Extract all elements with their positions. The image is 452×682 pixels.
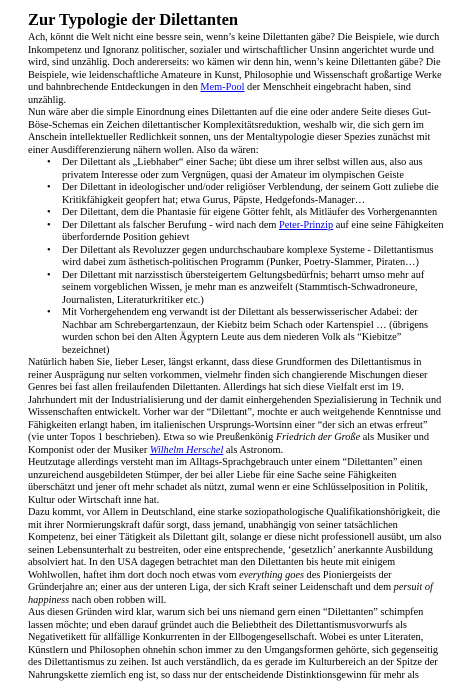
list-item xyxy=(62,220,444,245)
p3-text-c: als Astronom. xyxy=(223,444,284,456)
list-item: • Der Dilettant mit narzisstisch übersteigertem Geltungsbedürfnis; beharrt umso mehr auf seinem vorgeblichen Wissen, je mehr man es anzweifelt (Stammtisch-Schwadroneure, Journalisten, Literaturkritiker etc.) xyxy=(62,270,444,308)
intro-text-b: der Menschheit eingebracht haben, sind unzählig. xyxy=(28,82,411,106)
article-title: Zur Typologie der Dilettanten xyxy=(28,10,239,29)
list-item: • Mit Vorhergehendem eng verwandt ist der Dilettant als besserwisserischer Adabei: der Nachbar am Schrebergartenzaun, der Kiebitz beim Schach oder Kartenspiel … (übrigens wurden schon bei den Alten Ägyptern Leute aus dem niederen Volk als “Kiebitze” bezeichnet) xyxy=(62,307,444,357)
body-paragraph-3 xyxy=(28,357,444,457)
herschel-link[interactable] xyxy=(150,445,224,456)
list-item-text-b: auf eine seine Fähigkeiten überfordernde Position gehievt xyxy=(62,219,444,243)
p3-text-a: Natürlich haben Sie, lieber Leser, längst erkannt, dass diese Grundformen des Dilettantismus in reiner Ausprägung nur selten vorkommen, vielmehr finden sich changierende Mischungen dieser Genres bei fast allen freilaufenden Dilettanten. Allerdings hat sich diese Vielfalt erst im 19. Jahrhundert mit der Industrialisierung und der damit einhergehenden Spezialisierung in Technik und Wissenschaften entwickelt. Vorher war der “Dilettant”, mochte er auch weitgehende Kenntnisse und Fähigkeiten erlangt haben, im italienischen Ursprungs-Wortsinn einer “der sich an etwas erfreut” (vie unter Topos 1 beschrieben). Etwa so wie Preußenkönig xyxy=(28,357,442,443)
friedrich-name: Friedrich der Große xyxy=(275,432,361,443)
everything-goes-phrase: everything goes xyxy=(239,569,304,581)
list-item: • Der Dilettant in ideologischer und/oder religiöser Verblendung, der seinem Gott zuliebe die Kritikfähigkeit geopfert hat; etwa Gurus, Päpste, Hedgefonds-Manager… xyxy=(62,182,444,207)
intro-paragraph-1 xyxy=(28,32,444,107)
pursuit-phrase: persuit of happiness xyxy=(28,582,433,606)
p5-text-c: nach oben robben will. xyxy=(69,594,167,606)
body-paragraph-6: Aus diesen Gründen wird klar, warum sich bei uns niemand gern einen “Dilettanten” schimpfen lassen möchte; und eben darauf gründet auch die Beliebtheit des Dilettantismusvorwurfs als Negativetikett für allfällige Konkurrenten in der Ellbogengesellschaft. Wobei es unter Literaten, Künstlern und Philosophen ohnehin schon immer zu den Umgangsformen gehörte, sich gegenseitig des Dilettantismus zu zeihen. Ist auch verständlich, da es gerade im Kulturbereich an der Spitze der Nahrungskette ziemlich eng ist, so dass nur der entscheidende Distinktionsgewinn für mehr als xyxy=(28,607,439,681)
p3-text-b: als Musiker und Komponist oder der Musiker xyxy=(28,432,430,456)
p5-text-a: Dazu kommt, vor Allem in Deutschland, eine starke soziopathologische Qualifikationshörigkeit, die mit ihrer Normierungskraft dafür sorgt, dass jemand, unabhängig von seiner tatsächlichen Kompetenz, bei einer Tätigkeit als Dilettant gilt, solange er diese nicht professionell ausübt, um also seinen Lebensunterhalt zu bestreiten, oder eine entsprechende, ‘gesetzlich’ anerkannte Ausbildung absolviert hat. In den USA dagegen betrachtet man den Dilettanten bis heute mit einigem Wohlwollen, haftet ihm dort doch noch etwas vom xyxy=(28,507,442,581)
typology-list xyxy=(28,157,444,357)
p5-text-b: des Pioniergeists der Gründerjahre an; einer aus der unteren Liga, der sich Kraft seiner Leidenschaft und dem xyxy=(28,569,394,593)
list-item: • Der Dilettant als „Liebhaber“ einer Sache; übt diese um ihrer selbst willen aus, also aus privatem Interesse oder zum Vergnügen, quasi der Amateur im olympischen Geiste xyxy=(62,157,444,182)
list-item: • Der Dilettant als Revoluzzer gegen undurchschaubare komplexe Systeme - Dilettantismus wird dabei zum ästhetisch-politischen Programm (Punker, Poetry-Slammer, Piraten…) xyxy=(62,245,444,270)
intro-paragraph-2: Nun wäre aber die simple Einordnung eines Dilettanten auf die eine oder andere Seite dieses Gut-Böse-Schemas ein Zeichen dilettantischer Komplexitätsreduktion, weshalb wir, die sich gern im Anschein intellektueller Redlichkeit sonnen, uns der Mentaltypologie dieser Spezies zunächst mit einer Ausdifferenzierung nähern wollen. Also da wären: xyxy=(28,107,431,156)
peter-prinzip-link[interactable]: Peter-Prinzip xyxy=(279,219,334,231)
intro-text-a: Ach, könnt die Welt nicht eine bessre sein, wenn’s keine Dilettanten gäbe? Die Beispiele, wie durch Inkompetenz und Ignoranz politischer, sozialer und wirtschaftlicher Unsinn angerichtet wurde und wird, sind unzählig. Doch andererseits: wo kämen wir denn hin, wenn’s keine Dilettanten gäbe? Die Beispiele, wie leidenschaftliche Amateure in Kunst, Philosophie und Wissenschaft großartige Werke und bahnbrechende Entdeckungen in den xyxy=(28,32,442,93)
body-paragraph-4: Heutzutage allerdings versteht man im Alltags-Sprachgebrauch unter einem “Dilettanten” einen unzureichend ausgebildeten Stümper, der bei aller Liebe für eine Sache seine Fähigkeiten überschätzt und jener oft mehr schadet als nützt, zumal wenn er eine Schlüsselposition in Politik, Kultur oder Wirtschaft inne hat. xyxy=(28,457,428,506)
mem-pool-link[interactable]: Mem-Pool xyxy=(200,82,245,93)
list-item-text-a: Der Dilettant als falscher Berufung - wird nach dem xyxy=(62,219,280,231)
list-item: • Der Dilettant, dem die Phantasie für eigene Götter fehlt, als Mitläufer des Vorhergenannten xyxy=(62,207,444,220)
herschel-link-label: Wilhelm Herschel xyxy=(149,444,224,456)
body-paragraph-5 xyxy=(28,507,444,607)
